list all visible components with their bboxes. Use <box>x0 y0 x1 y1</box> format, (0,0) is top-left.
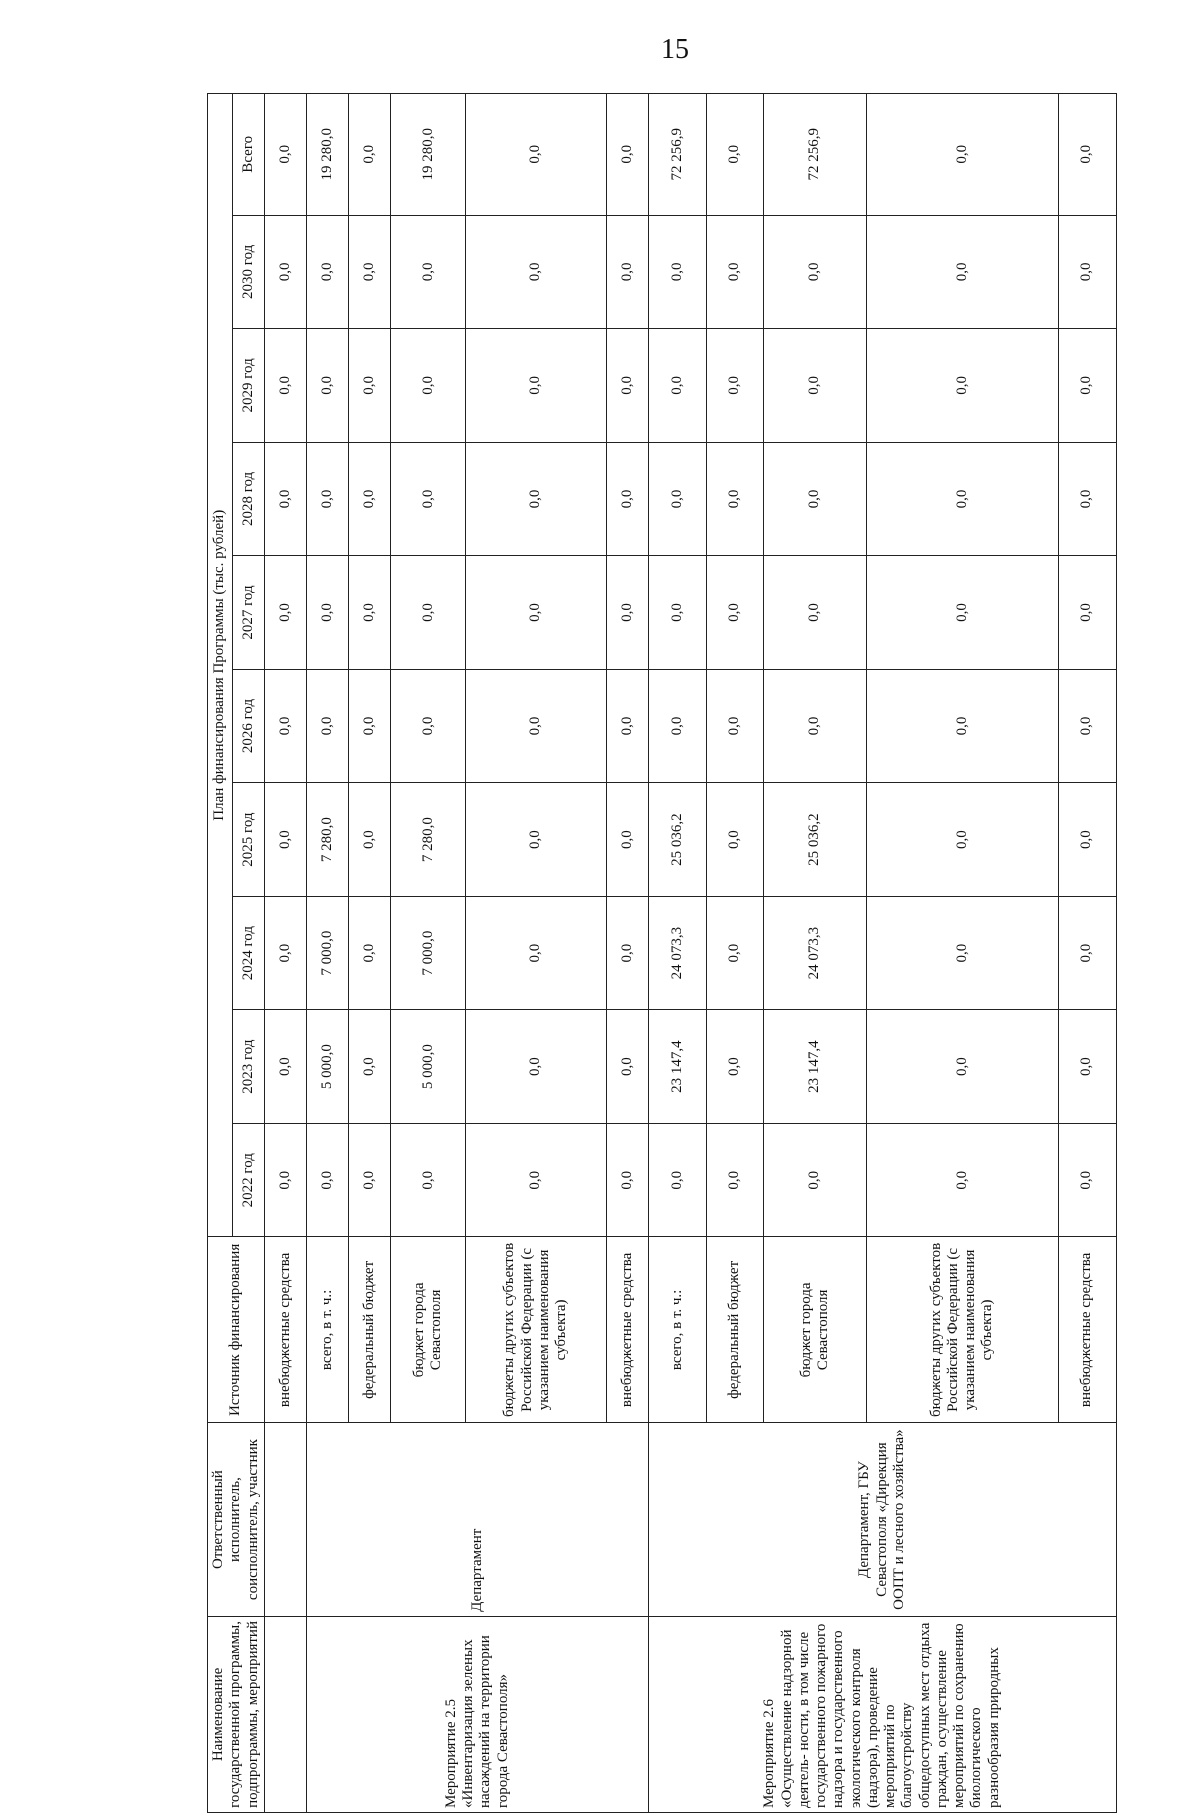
value-cell: 0,0 <box>466 442 606 556</box>
value-cell: 0,0 <box>706 1010 764 1124</box>
value-cell: 0,0 <box>264 1010 306 1124</box>
financing-plan-table <box>207 93 1117 1813</box>
value-cell: 0,0 <box>349 896 391 1010</box>
value-cell: 0,0 <box>866 896 1058 1010</box>
value-cell: 0,0 <box>1058 1123 1116 1237</box>
value-cell: 0,0 <box>466 1123 606 1237</box>
value-cell: 0,0 <box>349 1010 391 1124</box>
measure-2-6-executor: Департамент, ГБУ Севастополя «Дирекция ООПТ и лесного хозяйства» <box>648 1423 1116 1617</box>
source-cell: внебюджетные средства <box>1058 1237 1116 1423</box>
value-cell: 0,0 <box>866 1123 1058 1237</box>
header-year: 2029 год <box>233 329 265 443</box>
value-cell: 0,0 <box>606 783 648 897</box>
source-cell: внебюджетные средства <box>606 1237 648 1423</box>
value-cell: 0,0 <box>349 1123 391 1237</box>
measure-2-6-name: Мероприятие 2.6 «Осуществление надзорной деятель- ности, в том числе государственного пожарного надзора и государственного экологического контроля (надзора), проведение мероприятий по благоустройству общедоступных мест отдыха граждан, осуществление мероприятий по сохранению биологического разнообразия природных <box>648 1616 1116 1812</box>
value-cell: 0,0 <box>764 556 866 670</box>
rotated-landscape-page <box>207 93 1107 1813</box>
value-cell: 0,0 <box>706 556 764 670</box>
header-plan-title: План финансирования Программы (тыс. рублей) <box>208 94 233 1237</box>
measure-2-5-executor: Департамент <box>306 1423 648 1617</box>
value-cell: 0,0 <box>866 1010 1058 1124</box>
value-cell: 0,0 <box>264 1123 306 1237</box>
value-cell: 0,0 <box>866 329 1058 443</box>
value-cell: 0,0 <box>648 442 706 556</box>
value-cell: 0,0 <box>306 442 348 556</box>
value-cell: 0,0 <box>606 442 648 556</box>
value-cell: 0,0 <box>866 669 1058 783</box>
value-cell: 0,0 <box>706 669 764 783</box>
source-cell: бюджеты других субъектов Российской Федерации (с указанием наименования субъекта) <box>466 1237 606 1423</box>
value-cell: 0,0 <box>391 215 466 329</box>
value-cell: 0,0 <box>349 783 391 897</box>
value-cell: 0,0 <box>1058 669 1116 783</box>
total-cell: 0,0 <box>706 94 764 216</box>
header-total: Всего <box>233 94 265 216</box>
header-executor: Ответственный исполнитель, соисполнитель, участник <box>208 1423 265 1617</box>
value-cell: 0,0 <box>391 442 466 556</box>
value-cell: 0,0 <box>264 669 306 783</box>
value-cell: 0,0 <box>606 1123 648 1237</box>
value-cell: 0,0 <box>648 329 706 443</box>
value-cell: 0,0 <box>349 329 391 443</box>
value-cell: 0,0 <box>606 896 648 1010</box>
value-cell: 0,0 <box>349 556 391 670</box>
value-cell: 0,0 <box>706 442 764 556</box>
value-cell: 0,0 <box>706 783 764 897</box>
header-year: 2023 год <box>233 1010 265 1124</box>
value-cell: 0,0 <box>466 783 606 897</box>
source-cell: бюджет города Севастополя <box>764 1237 866 1423</box>
source-cell: всего, в т. ч.: <box>306 1237 348 1423</box>
value-cell: 0,0 <box>606 329 648 443</box>
header-year: 2030 год <box>233 215 265 329</box>
value-cell: 0,0 <box>391 329 466 443</box>
header-year: 2024 год <box>233 896 265 1010</box>
value-cell: 0,0 <box>866 783 1058 897</box>
value-cell: 23 147,4 <box>648 1010 706 1124</box>
value-cell: 0,0 <box>764 442 866 556</box>
value-cell: 25 036,2 <box>648 783 706 897</box>
value-cell: 0,0 <box>466 1010 606 1124</box>
total-cell: 19 280,0 <box>391 94 466 216</box>
value-cell: 0,0 <box>764 329 866 443</box>
value-cell: 0,0 <box>391 669 466 783</box>
source-cell: внебюджетные средства <box>264 1237 306 1423</box>
value-cell: 0,0 <box>349 442 391 556</box>
value-cell: 0,0 <box>648 215 706 329</box>
value-cell: 0,0 <box>264 215 306 329</box>
value-cell: 25 036,2 <box>764 783 866 897</box>
value-cell: 0,0 <box>648 669 706 783</box>
value-cell: 0,0 <box>1058 215 1116 329</box>
header-year: 2027 год <box>233 556 265 670</box>
value-cell: 7 000,0 <box>306 896 348 1010</box>
value-cell: 0,0 <box>866 215 1058 329</box>
source-cell: бюджет города Севастополя <box>391 1237 466 1423</box>
value-cell: 0,0 <box>606 669 648 783</box>
value-cell: 7 000,0 <box>391 896 466 1010</box>
value-cell: 0,0 <box>264 329 306 443</box>
value-cell: 0,0 <box>466 329 606 443</box>
value-cell: 0,0 <box>1058 896 1116 1010</box>
table-row-measure-2-6-total <box>648 94 706 1813</box>
value-cell: 0,0 <box>866 556 1058 670</box>
total-cell: 72 256,9 <box>764 94 866 216</box>
value-cell: 0,0 <box>764 1123 866 1237</box>
value-cell: 24 073,3 <box>648 896 706 1010</box>
value-cell: 0,0 <box>391 556 466 670</box>
value-cell: 0,0 <box>306 669 348 783</box>
value-cell: 0,0 <box>264 556 306 670</box>
value-cell: 0,0 <box>706 215 764 329</box>
value-cell: 0,0 <box>306 215 348 329</box>
value-cell: 0,0 <box>648 556 706 670</box>
value-cell: 0,0 <box>349 215 391 329</box>
value-cell: 0,0 <box>264 783 306 897</box>
value-cell: 0,0 <box>1058 556 1116 670</box>
table-row-measure-2-5-total <box>306 94 348 1813</box>
header-year: 2022 год <box>233 1123 265 1237</box>
value-cell: 0,0 <box>349 669 391 783</box>
source-cell: федеральный бюджет <box>706 1237 764 1423</box>
value-cell: 0,0 <box>306 556 348 670</box>
page-number: 15 <box>661 34 689 65</box>
value-cell: 0,0 <box>1058 442 1116 556</box>
source-cell: всего, в т. ч.: <box>648 1237 706 1423</box>
source-cell: бюджеты других субъектов Российской Федерации (с указанием наименования субъекта) <box>866 1237 1058 1423</box>
value-cell: 0,0 <box>706 329 764 443</box>
value-cell: 0,0 <box>648 1123 706 1237</box>
source-cell: федеральный бюджет <box>349 1237 391 1423</box>
name-cell-empty <box>264 1616 306 1812</box>
value-cell: 0,0 <box>606 556 648 670</box>
value-cell: 0,0 <box>391 1123 466 1237</box>
value-cell: 0,0 <box>466 215 606 329</box>
value-cell: 0,0 <box>764 215 866 329</box>
value-cell: 0,0 <box>606 1010 648 1124</box>
value-cell: 5 000,0 <box>391 1010 466 1124</box>
value-cell: 0,0 <box>466 669 606 783</box>
value-cell: 0,0 <box>306 1123 348 1237</box>
total-cell: 0,0 <box>866 94 1058 216</box>
total-cell: 19 280,0 <box>306 94 348 216</box>
total-cell: 0,0 <box>264 94 306 216</box>
value-cell: 23 147,4 <box>764 1010 866 1124</box>
executor-cell-empty <box>264 1423 306 1617</box>
measure-2-5-name: Мероприятие 2.5 «Инвентаризация зеленых насаждений на территории города Севастополя» <box>306 1616 648 1812</box>
total-cell: 0,0 <box>349 94 391 216</box>
total-cell: 0,0 <box>1058 94 1116 216</box>
value-cell: 0,0 <box>1058 329 1116 443</box>
total-cell: 72 256,9 <box>648 94 706 216</box>
value-cell: 0,0 <box>264 896 306 1010</box>
value-cell: 0,0 <box>466 556 606 670</box>
value-cell: 7 280,0 <box>306 783 348 897</box>
value-cell: 0,0 <box>606 215 648 329</box>
table-row-continuation <box>264 94 306 1813</box>
value-cell: 0,0 <box>706 896 764 1010</box>
header-year: 2025 год <box>233 783 265 897</box>
value-cell: 0,0 <box>706 1123 764 1237</box>
header-source: Источник финансирования <box>208 1237 265 1423</box>
value-cell: 0,0 <box>306 329 348 443</box>
value-cell: 0,0 <box>264 442 306 556</box>
value-cell: 0,0 <box>866 442 1058 556</box>
value-cell: 0,0 <box>764 669 866 783</box>
value-cell: 5 000,0 <box>306 1010 348 1124</box>
header-year: 2028 год <box>233 442 265 556</box>
value-cell: 24 073,3 <box>764 896 866 1010</box>
value-cell: 0,0 <box>1058 783 1116 897</box>
value-cell: 0,0 <box>1058 1010 1116 1124</box>
header-row-top <box>208 94 233 1813</box>
header-name: Наименование государственной программы, подпрограммы, мероприятий <box>208 1616 265 1812</box>
value-cell: 7 280,0 <box>391 783 466 897</box>
value-cell: 0,0 <box>466 896 606 1010</box>
header-year: 2026 год <box>233 669 265 783</box>
total-cell: 0,0 <box>466 94 606 216</box>
total-cell: 0,0 <box>606 94 648 216</box>
